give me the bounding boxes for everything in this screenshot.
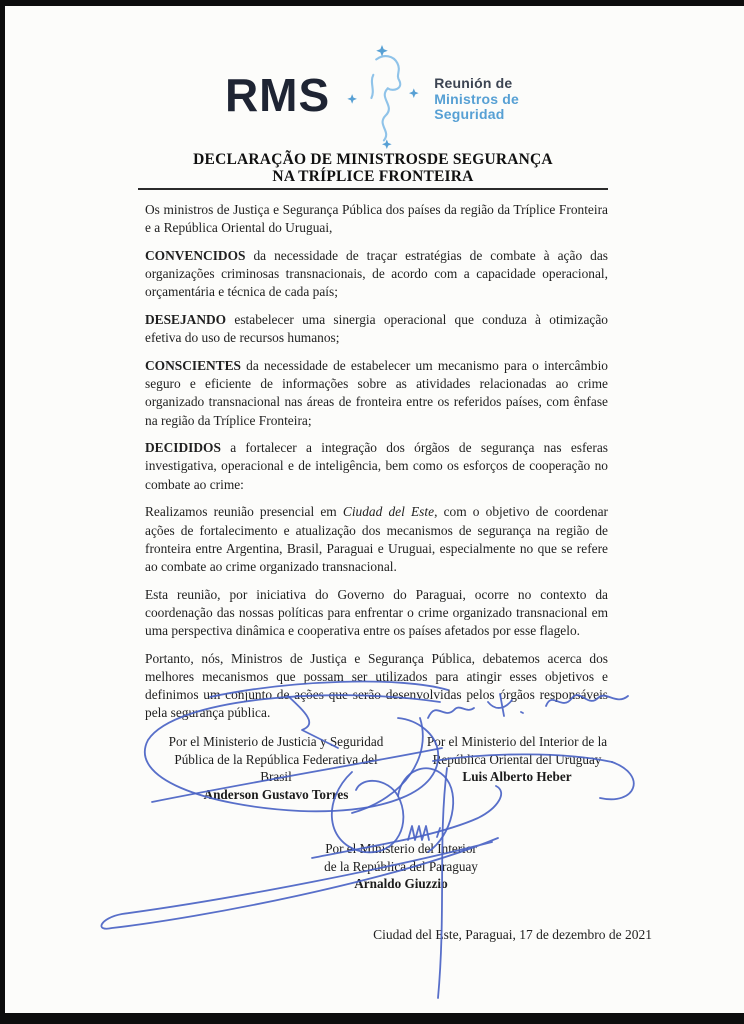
signature-brazil-name: Anderson Gustavo Torres bbox=[203, 786, 349, 802]
signature-paraguay-line-1: Por el Ministerio del Interior bbox=[325, 841, 477, 856]
paraguay-signature-stroke bbox=[408, 826, 440, 840]
paragraph-8: Portanto, nós, Ministros de Justiça e Segurança Pública, debatemos acerca dos melhores mecanismos que possam ser utilizados para atingir esses objetivos e definimos um conjunto de ações que serão desenvolvidas pelos órgãos responsáveis pela segurança pública. bbox=[145, 650, 608, 721]
signature-brazil-line-2: Pública de la República Federativa del bbox=[174, 751, 378, 767]
south-america-map-icon bbox=[342, 44, 422, 150]
scan-edge-left bbox=[0, 0, 5, 1024]
paragraph-3: DESEJANDO estabelecer uma sinergia operacional que conduza à otimização efetiva do uso de recursos humanos; bbox=[145, 312, 608, 346]
paragraph-2: CONVENCIDOS da necessidade de traçar estratégias de combate à ação das organizações criminosas transnacionais, de acordo com a capacidade operacional, orçamentária e técnica de cada país; bbox=[145, 247, 608, 300]
paragraph-7: Esta reunião, por iniciativa do Governo do Paraguai, ocorre no contexto da coordenação das nossas políticas para enfrentar o crime organizado transnacional em uma perspectiva dinâmica e cooperativa entre os países afetados por esse flagelo. bbox=[145, 586, 608, 639]
dateline: Ciudad del Este, Paraguai, 17 de dezembro de 2021 bbox=[373, 927, 652, 942]
rms-wordmark: RMS bbox=[224, 69, 331, 121]
scan-edge-top bbox=[0, 0, 744, 6]
document-title bbox=[138, 151, 608, 190]
paragraph-5: DECIDIDOS a fortalecer a integração dos órgãos de segurança nas esferas investigativa, operacional e de inteligência, bem como os esforços de cooperação no combate ao crime: bbox=[145, 440, 608, 492]
signature-uruguay-line-1: Por el Ministerio del Interior de la bbox=[426, 734, 608, 749]
paragraph-1: Os ministros de Justiça e Segurança Pública dos países da região da Tríplice Fronteira e a República Oriental do Uruguai, bbox=[145, 202, 608, 236]
sparkle-icon bbox=[409, 88, 419, 98]
signature-brazil-line-1: Por el Ministerio de Justicia y Seguridad bbox=[168, 734, 384, 749]
tagline-line-3: Seguridad bbox=[434, 106, 505, 122]
rms-logo bbox=[0, 44, 744, 150]
logo-tagline bbox=[434, 76, 519, 123]
signature-paraguay-name: Arnaldo Giuzzio bbox=[354, 876, 448, 891]
sparkle-icon bbox=[347, 94, 357, 104]
paragraph-6: Realizamos reunião presencial em Ciudad del Este, com o objetivo de coordenar ações de fortalecimento e atualização dos mecanismos de segurança na região de fronteira entre Argentina, Brasil, Paraguai e Uruguai, especialmente no que se refere ao combate ao crime organizado transnacional. bbox=[145, 504, 609, 574]
signature-uruguay-line-2: República Oriental del Uruguay bbox=[432, 751, 602, 767]
tagline-line-2: Ministros de bbox=[434, 90, 520, 107]
title-line-1: DECLARAÇÃO DE MINISTROSDE SEGURANÇA bbox=[193, 151, 553, 168]
title-line-2: NA TRÍPLICE FRONTEIRA bbox=[272, 168, 474, 185]
scan-edge-bottom bbox=[0, 1013, 744, 1024]
signature-paraguay-line-2: de la República del Paraguay bbox=[324, 858, 478, 874]
signature-block-brazil bbox=[147, 733, 405, 803]
document-body bbox=[145, 201, 608, 732]
sparkle-icon bbox=[376, 45, 388, 57]
signature-uruguay-name: Luis Alberto Heber bbox=[462, 769, 572, 784]
paragraph-4: CONSCIENTES da necessidade de estabelecer um mecanismo para o intercâmbio seguro e eficiente de informações sobre as atividades relacionadas ao crime organizado transnacional nas áreas de fronteira entre os referidos países, com ênfase na região da Tríplice Fronteira; bbox=[145, 357, 608, 428]
signature-block-uruguay bbox=[402, 733, 632, 786]
signature-brazil-line-3: Brasil bbox=[260, 769, 292, 784]
tagline-line-1: Reunión de bbox=[434, 75, 513, 91]
signature-block-paraguay bbox=[280, 840, 522, 893]
